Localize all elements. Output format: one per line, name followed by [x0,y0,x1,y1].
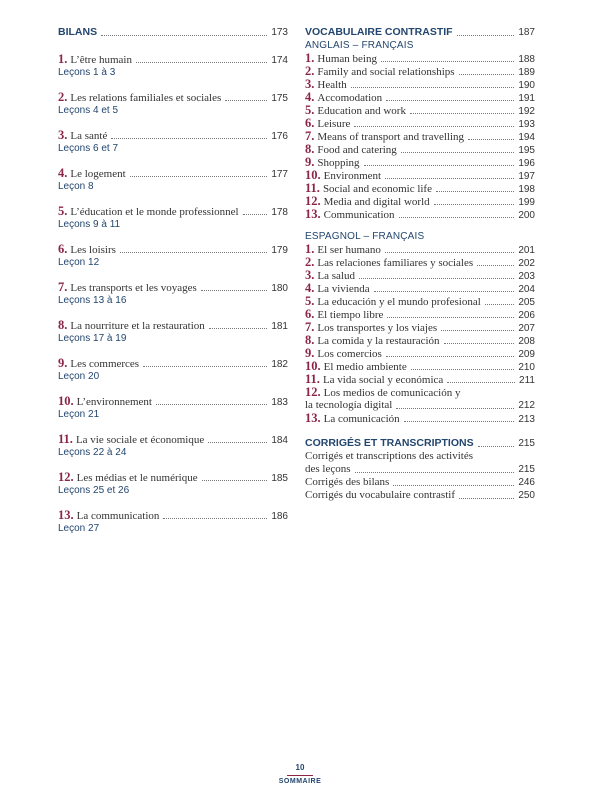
entry-number: 2. [305,64,315,78]
entry-title: Education and work [317,105,406,117]
dot-leader [355,472,515,473]
page-number: 182 [271,359,288,370]
page-number: 211 [519,375,535,386]
entry-number: 4. [58,166,68,180]
page-number: 175 [271,93,288,104]
bilan-entry [58,91,288,117]
entry-lessons: Leçons 4 et 5 [58,105,119,116]
anglais-entry [305,182,535,195]
entry-title: L’éducation et le monde professionnel [70,206,239,218]
bilan-entry [58,433,288,459]
entry-number: 6. [305,307,315,321]
dot-leader [374,291,515,292]
dot-leader [208,442,267,443]
bilan-title-row [58,357,288,370]
page-number: 204 [518,284,535,295]
dot-leader [381,61,514,62]
dot-leader [111,138,267,139]
vocab-heading: VOCABULAIRE CONTRASTIF [305,26,453,38]
espagnol-entry [305,295,535,308]
entry-lessons: Leçons 1 à 3 [58,67,116,78]
espagnol-entry [305,256,535,269]
bilan-title-row [58,243,288,256]
entry-title: Communication [323,209,395,221]
bilan-entry [58,129,288,155]
entry-number: 8. [305,333,315,347]
page-number: 212 [518,400,535,411]
espagnol-entry [305,373,535,386]
entry-title: Los medios de comunicación y [323,387,461,399]
dot-leader [243,214,268,215]
anglais-entry [305,117,535,130]
page-number: 174 [271,55,288,66]
entry-title: La comunicación [323,413,400,425]
vocabulary-column [305,26,535,502]
corriges-entry [305,476,535,489]
entry-number: 5. [305,294,315,308]
dot-leader [401,152,515,153]
entry-number: 9. [58,356,68,370]
entry-title: Le logement [70,168,126,180]
dot-leader [225,100,267,101]
entry-title: Les loisirs [70,244,116,256]
dot-leader [354,126,514,127]
page-number: 207 [518,323,535,334]
entry-number: 1. [58,52,68,66]
entry-title: Los transportes y los viajes [317,322,438,334]
dot-leader [436,191,514,192]
bilan-title-row [58,319,288,332]
entry-lessons: Leçon 21 [58,409,100,420]
entry-number: 3. [305,77,315,91]
page-number: 199 [518,197,535,208]
dot-leader [136,62,267,63]
page-number: 189 [518,67,535,78]
entry-title: La santé [70,130,108,142]
page-number: 190 [518,80,535,91]
entry-title: El tiempo libre [317,309,384,321]
page-number: 250 [518,490,535,501]
dot-leader [399,217,515,218]
bilan-entry [58,357,288,383]
entry-title: Corrigés des bilans [305,476,390,488]
anglais-entry [305,52,535,65]
page-number: 215 [518,464,535,475]
bilan-entry [58,167,288,193]
entry-title: Les médias et le numérique [76,472,198,484]
entry-number: 9. [305,346,315,360]
page-number: 176 [271,131,288,142]
entry-title: L’être humain [70,54,132,66]
entry-title: Food and catering [317,144,397,156]
entry-number: 6. [305,116,315,130]
entry-lessons: Leçon 20 [58,371,100,382]
page-number: 210 [518,362,535,373]
page-number: 192 [518,106,535,117]
corriges-heading: CORRIGÉS ET TRANSCRIPTIONS [305,437,474,449]
espagnol-entry [305,347,535,360]
entry-title: Social and economic life [322,183,432,195]
dot-leader [385,252,514,253]
entry-title: L’environnement [76,396,152,408]
entry-number: 11. [305,181,320,195]
entry-number: 10. [58,394,74,408]
dot-leader [143,366,267,367]
page-number: 180 [271,283,288,294]
entry-lessons: Leçons 25 et 26 [58,485,130,496]
espagnol-entry [305,308,535,321]
page-number: 205 [518,297,535,308]
entry-title: La vie sociale et économique [75,434,205,446]
dot-leader [444,343,515,344]
anglais-entry [305,130,535,143]
bilan-entry [58,281,288,307]
entry-title-cont: la tecnología digital [305,399,393,411]
dot-leader [459,74,515,75]
espagnol-entry-line2 [305,399,535,412]
anglais-entry [305,195,535,208]
espagnol-entry [305,334,535,347]
page-number: 246 [518,477,535,488]
page-number: 191 [518,93,535,104]
dot-leader [411,369,515,370]
page-number: 202 [518,258,535,269]
entry-title: Leisure [317,118,351,130]
espagnol-entry [305,269,535,282]
anglais-entry [305,78,535,91]
espagnol-entry [305,321,535,334]
bilan-title-row [58,53,288,66]
bilan-entry [58,509,288,535]
page-number: 183 [271,397,288,408]
entry-number: 6. [58,242,68,256]
dot-leader [477,265,514,266]
entry-title: La educación y el mundo profesional [317,296,481,308]
anglais-entry [305,91,535,104]
anglais-entry [305,65,535,78]
espagnol-entry [305,412,535,425]
entry-title: Health [317,79,347,91]
bilan-title-row [58,167,288,180]
entry-lessons: Leçons 17 à 19 [58,333,127,344]
espagnol-entry-line1 [305,386,535,399]
bilans-column [58,26,288,535]
dot-leader [364,165,515,166]
entry-title: Human being [317,53,377,65]
corriges-entry [305,489,535,502]
page-number: 184 [271,435,288,446]
page-number: 206 [518,310,535,321]
corriges-heading-row [305,437,535,450]
bilan-entry [58,395,288,421]
bilan-title-row [58,509,288,522]
entry-title: Media and digital world [323,196,430,208]
bilan-title-row [58,205,288,218]
dot-leader [156,404,267,405]
page-number: 213 [518,414,535,425]
entry-number: 2. [58,90,68,104]
entry-lessons: Leçon 12 [58,257,100,268]
entry-title: La vivienda [317,283,370,295]
dot-leader [410,113,514,114]
page-number: 195 [518,145,535,156]
bilan-title-row [58,91,288,104]
page-number: 201 [518,245,535,256]
vocab-heading-row [305,26,535,39]
entry-number: 12. [305,194,321,208]
entry-number: 11. [305,372,320,386]
entry-number: 1. [305,51,315,65]
entry-number: 12. [305,385,321,399]
bilan-entry [58,471,288,497]
entry-lessons: Leçon 27 [58,523,100,534]
footer-page-number: 10 [295,763,305,772]
dot-leader [447,382,515,383]
entry-title: Les commerces [70,358,140,370]
dot-leader [202,480,268,481]
dot-leader [386,356,514,357]
dot-leader [434,204,515,205]
page-number: 173 [271,27,288,38]
entry-number: 5. [58,204,68,218]
entry-number: 10. [305,168,321,182]
dot-leader [468,139,514,140]
entry-number: 12. [58,470,74,484]
entry-number: 7. [58,280,68,294]
bilan-entry [58,205,288,231]
entry-lessons: Leçons 6 et 7 [58,143,119,154]
dot-leader [351,87,515,88]
dot-leader [396,408,514,409]
bilan-entry [58,53,288,79]
entry-number: 8. [58,318,68,332]
dot-leader [101,35,267,36]
bilan-entry [58,319,288,345]
espagnol-entry [305,360,535,373]
page-number: 186 [271,511,288,522]
anglais-entry [305,143,535,156]
dot-leader [485,304,515,305]
dot-leader [209,328,268,329]
entry-title: La nourriture et la restauration [70,320,205,332]
anglais-subheading: ANGLAIS – FRANÇAIS [305,40,414,51]
dot-leader [130,176,268,177]
entry-title: des leçons [305,463,351,475]
entry-lessons: Leçons 9 à 11 [58,219,121,230]
footer-section-label: SOMMAIRE [278,778,322,785]
anglais-entry [305,169,535,182]
page-number: 196 [518,158,535,169]
page-number: 197 [518,171,535,182]
entry-title: Family and social relationships [317,66,455,78]
entry-number: 3. [305,268,315,282]
entry-number: 13. [58,508,74,522]
dot-leader [441,330,514,331]
entry-title: Environment [323,170,382,182]
page-number: 177 [271,169,288,180]
entry-number: 9. [305,155,315,169]
dot-leader [459,498,514,499]
bilans-heading-row [58,26,288,39]
entry-title: La comida y la restauración [317,335,440,347]
bilan-entry [58,243,288,269]
dot-leader [478,446,515,447]
entry-lessons: Leçon 8 [58,181,94,192]
dot-leader [359,278,514,279]
bilan-title-row [58,129,288,142]
bilan-title-row [58,433,288,446]
bilans-heading: BILANS [58,26,98,38]
entry-number: 11. [58,432,73,446]
espagnol-entry [305,282,535,295]
page-number: 188 [518,54,535,65]
page-number: 187 [518,27,535,38]
entry-title: Les transports et les voyages [70,282,197,294]
entry-title: Corrigés du vocabulaire contrastif [305,489,455,501]
anglais-entry [305,208,535,221]
page-number: 194 [518,132,535,143]
entry-number: 1. [305,242,315,256]
dot-leader [387,317,514,318]
entry-number: 4. [305,281,315,295]
entry-number: 3. [58,128,68,142]
page-number: 179 [271,245,288,256]
page-number: 181 [271,321,288,332]
page-number: 193 [518,119,535,130]
bilan-title-row [58,281,288,294]
anglais-entry [305,104,535,117]
dot-leader [120,252,267,253]
entry-title: La salud [317,270,355,282]
corriges-entry-line2 [305,463,535,476]
entry-title: Means of transport and travelling [317,131,465,143]
dot-leader [385,178,514,179]
entry-title: Las relaciones familiares y sociales [317,257,474,269]
entry-number: 7. [305,129,315,143]
dot-leader [457,35,515,36]
entry-number: 10. [305,359,321,373]
page-number: 203 [518,271,535,282]
page-number: 185 [271,473,288,484]
bilan-title-row [58,471,288,484]
page-number: 200 [518,210,535,221]
entry-title: El ser humano [317,244,381,256]
entry-number: 2. [305,255,315,269]
dot-leader [201,290,267,291]
entry-number: 7. [305,320,315,334]
entry-number: 13. [305,207,321,221]
entry-number: 5. [305,103,315,117]
dot-leader [404,421,515,422]
dot-leader [386,100,514,101]
entry-lessons: Leçons 13 à 16 [58,295,127,306]
entry-title: Shopping [317,157,360,169]
footer-divider [287,775,313,776]
dot-leader [163,518,267,519]
entry-number: 4. [305,90,315,104]
page-number: 215 [518,438,535,449]
entry-title: La vida social y económica [322,374,444,386]
entry-title: Los comercios [317,348,382,360]
page-number: 209 [518,349,535,360]
corriges-entry-line1: Corrigés et transcriptions des activités [305,450,474,462]
entry-lessons: Leçons 22 à 24 [58,447,127,458]
entry-title: Accomodation [317,92,383,104]
page-number: 178 [271,207,288,218]
entry-title: La communication [76,510,160,522]
bilan-title-row [58,395,288,408]
espagnol-entry [305,243,535,256]
anglais-entry [305,156,535,169]
entry-title: El medio ambiente [323,361,407,373]
entry-title: Les relations familiales et sociales [70,92,222,104]
page-number: 198 [518,184,535,195]
espagnol-subheading: ESPAGNOL – FRANÇAIS [305,231,425,242]
dot-leader [393,485,514,486]
entry-number: 13. [305,411,321,425]
page-number: 208 [518,336,535,347]
entry-number: 8. [305,142,315,156]
